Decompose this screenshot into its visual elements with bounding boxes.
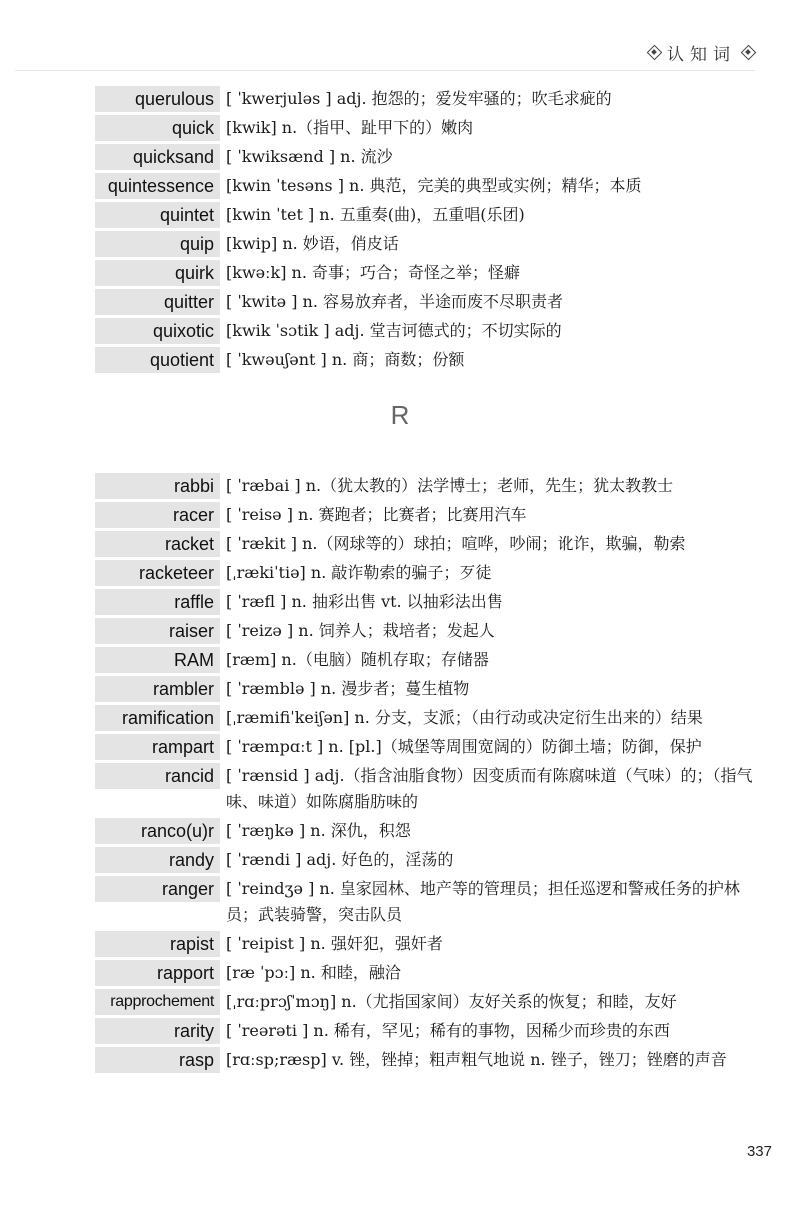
definition: [rɑːsp;ræsp] v. 锉，锉掉；粗声粗气地说 n. 锉子，锉刀；锉磨的声音 (226, 1050, 727, 1069)
headword: rancid (95, 763, 220, 789)
dictionary-entry (0, 618, 800, 644)
definition: [ˌrɑːprɔʃˈmɔŋ] n.（尤指国家间）友好关系的恢复；和睦，友好 (226, 992, 677, 1011)
headword: quintet (95, 202, 220, 228)
dictionary-entry (0, 144, 800, 170)
definition: [ ˈræbai ] n.（犹太教的）法学博士；老师，先生；犹太教教士 (226, 476, 674, 495)
headword: ramification (95, 705, 220, 731)
headword: racketeer (95, 560, 220, 586)
headword: rapist (95, 931, 220, 957)
dictionary-entry (0, 473, 800, 499)
headword: raiser (95, 618, 220, 644)
dictionary-entry (0, 847, 800, 873)
dictionary-entry (0, 676, 800, 702)
dictionary-entry (0, 1047, 800, 1073)
definition: [kwip] n. 妙语，俏皮话 (226, 234, 399, 253)
dictionary-entry (0, 202, 800, 228)
page-number: 337 (746, 1143, 772, 1160)
headword: rarity (95, 1018, 220, 1044)
headword: querulous (95, 86, 220, 112)
dictionary-entry (0, 173, 800, 199)
dictionary-entry (0, 86, 800, 112)
headword: RAM (95, 647, 220, 673)
dictionary-entry (0, 989, 800, 1015)
dictionary-entry (0, 960, 800, 986)
definition: [kwin ˈtesəns ] n. 典范，完美的典型或实例；精华；本质 (226, 176, 642, 195)
headword: quitter (95, 289, 220, 315)
definition: [ ˈreərəti ] n. 稀有，罕见；稀有的事物，因稀少而珍贵的东西 (226, 1021, 670, 1040)
headword: racket (95, 531, 220, 557)
definition: [ ˈkwerjuləs ] adj. 抱怨的；爱发牢骚的；吹毛求疵的 (226, 89, 612, 108)
definition: [ˌræmifiˈkeiʃən] n. 分支，支派；（由行动或决定衍生出来的）结果 (226, 708, 703, 727)
dictionary-entry (0, 531, 800, 557)
dictionary-entry (0, 734, 800, 760)
dictionary-entry (0, 589, 800, 615)
dictionary-entry (0, 647, 800, 673)
page-header (648, 40, 755, 65)
definition: [kwik ˈsɔtik ] adj. 堂吉诃德式的；不切实际的 (226, 321, 562, 340)
dictionary-entry (0, 1018, 800, 1044)
headword: rampart (95, 734, 220, 760)
definition: [ ˈrændi ] adj. 好色的，淫荡的 (226, 850, 454, 869)
headword: ranco(u)r (95, 818, 220, 844)
definition: [kwin ˈtet ] n. 五重奏(曲)，五重唱(乐团) (226, 205, 525, 224)
definition: [ˌrækiˈtiə] n. 敲诈勒索的骗子；歹徒 (226, 563, 492, 582)
definition: [ ˈrækit ] n.（网球等的）球拍；喧哗，吵闹；讹诈，欺骗，勒索 (226, 534, 686, 553)
definition: [ ˈreipist ] n. 强奸犯，强奸者 (226, 934, 443, 953)
headword: rambler (95, 676, 220, 702)
dictionary-entry (0, 876, 800, 928)
headword: rapport (95, 960, 220, 986)
diamond-ornament-icon (648, 46, 661, 59)
headword: quip (95, 231, 220, 257)
dictionary-entry (0, 763, 800, 815)
headword: quicksand (95, 144, 220, 170)
definition: [kwəːk] n. 奇事；巧合；奇怪之举；怪癖 (226, 263, 520, 282)
headword: quirk (95, 260, 220, 286)
dictionary-entry (0, 289, 800, 315)
dictionary-entry (0, 318, 800, 344)
diamond-ornament-icon (742, 46, 755, 59)
dictionary-entry (0, 560, 800, 586)
definition: [ ˈrænsid ] adj.（指含油脂食物）因变质而有陈腐味道（气味）的；（指气味、味道）如陈腐脂肪味的 (226, 766, 753, 811)
headword: rabbi (95, 473, 220, 499)
definition: [ ˈkwitə ] n. 容易放弃者，半途而废不尽职责者 (226, 292, 564, 311)
q-entry-list (0, 86, 800, 376)
headword: rapprochement (95, 989, 220, 1015)
header-rule (15, 70, 755, 71)
dictionary-entry (0, 818, 800, 844)
headword: raffle (95, 589, 220, 615)
definition: [ræm] n.（电脑）随机存取；存储器 (226, 650, 489, 669)
dictionary-entry (0, 502, 800, 528)
definition: [ ˈreindʒə ] n. 皇家园林、地产等的管理员；担任巡逻和警戒任务的护林员；武装骑警，突击队员 (226, 879, 740, 924)
headword: randy (95, 847, 220, 873)
dictionary-entry (0, 231, 800, 257)
definition: [ ˈræmblə ] n. 漫步者；蔓生植物 (226, 679, 470, 698)
definition: [ ˈræfl ] n. 抽彩出售 vt. 以抽彩法出售 (226, 592, 503, 611)
headword: quixotic (95, 318, 220, 344)
dictionary-entry (0, 931, 800, 957)
definition: [ ˈræmpɑːt ] n. [pl.]（城堡等周围宽阔的）防御土墙；防御，保护 (226, 737, 702, 756)
definition: [ ˈkwəuʃənt ] n. 商；商数；份额 (226, 350, 465, 369)
definition: [ ˈreisə ] n. 赛跑者；比赛者；比赛用汽车 (226, 505, 527, 524)
header-title: 认知词 (667, 45, 736, 65)
headword: quintessence (95, 173, 220, 199)
headword: racer (95, 502, 220, 528)
headword: ranger (95, 876, 220, 902)
definition: [ ˈkwiksænd ] n. 流沙 (226, 147, 393, 166)
r-entry-list (0, 473, 800, 1076)
definition: [ræ ˈpɔː] n. 和睦，融洽 (226, 963, 401, 982)
definition: [kwik] n.（指甲、趾甲下的）嫩肉 (226, 118, 474, 137)
headword: rasp (95, 1047, 220, 1073)
definition: [ ˈræŋkə ] n. 深仇，积怨 (226, 821, 411, 840)
section-letter: R (390, 400, 410, 430)
dictionary-entry (0, 115, 800, 141)
dictionary-entry (0, 705, 800, 731)
dictionary-entry (0, 347, 800, 373)
headword: quotient (95, 347, 220, 373)
dictionary-entry (0, 260, 800, 286)
headword: quick (95, 115, 220, 141)
definition: [ ˈreizə ] n. 饲养人；栽培者；发起人 (226, 621, 495, 640)
